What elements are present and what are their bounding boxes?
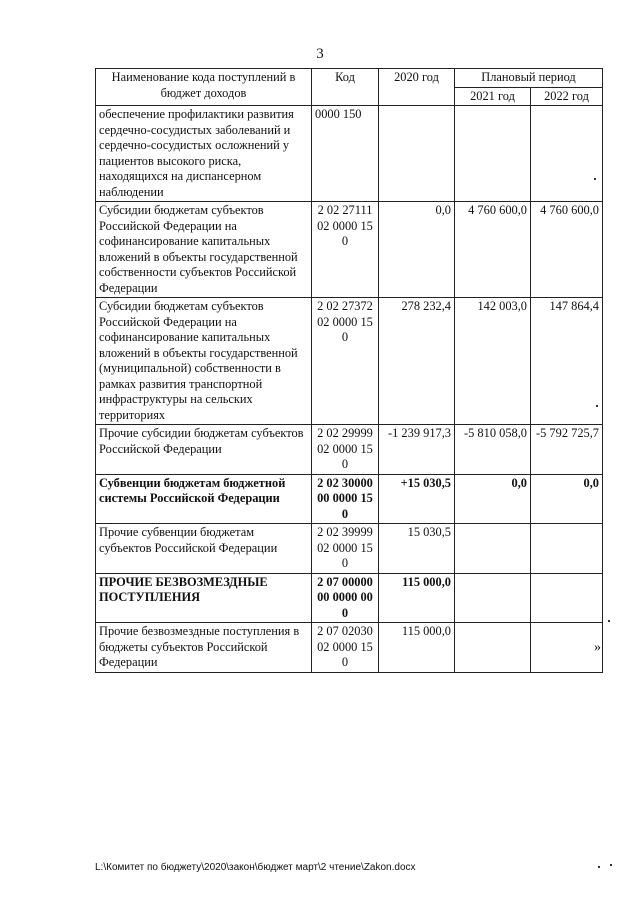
scan-speck bbox=[596, 405, 598, 407]
scan-speck bbox=[608, 620, 610, 622]
table-header bbox=[96, 69, 603, 106]
row-code: 2 02 27372 02 0000 150 bbox=[312, 298, 379, 425]
revenue-table bbox=[95, 68, 603, 673]
row-2022: -5 792 725,7 bbox=[531, 425, 603, 475]
row-2020: +15 030,5 bbox=[379, 474, 455, 524]
row-code: 2 02 39999 02 0000 150 bbox=[312, 524, 379, 574]
row-name: ПРОЧИЕ БЕЗВОЗМЕЗДНЫЕ ПОСТУПЛЕНИЯ bbox=[96, 573, 312, 623]
header-2020: 2020 год bbox=[379, 69, 455, 106]
scan-speck bbox=[594, 178, 596, 180]
header-code: Код bbox=[312, 69, 379, 106]
row-2022 bbox=[531, 524, 603, 574]
row-2021: -5 810 058,0 bbox=[455, 425, 531, 475]
header-2022: 2022 год bbox=[531, 87, 603, 106]
row-2021: 4 760 600,0 bbox=[455, 202, 531, 298]
row-name: обеспечение профилактики развития сердечно-сосудистых заболеваний и сердечно-сосудистых осложнений у пациентов высокого риска, находящихся на диспансерном наблюдении bbox=[96, 106, 312, 202]
table-row bbox=[96, 474, 603, 524]
table-row bbox=[96, 425, 603, 475]
table-row bbox=[96, 298, 603, 425]
row-2021 bbox=[455, 623, 531, 673]
row-2020: 15 030,5 bbox=[379, 524, 455, 574]
row-2021: 142 003,0 bbox=[455, 298, 531, 425]
row-code: 2 02 29999 02 0000 150 bbox=[312, 425, 379, 475]
row-2022: 4 760 600,0 bbox=[531, 202, 603, 298]
row-2022 bbox=[531, 623, 603, 673]
row-name: Прочие безвозмездные поступления в бюджеты субъектов Российской Федерации bbox=[96, 623, 312, 673]
row-2021 bbox=[455, 106, 531, 202]
row-code: 2 02 27111 02 0000 150 bbox=[312, 202, 379, 298]
row-2021: 0,0 bbox=[455, 474, 531, 524]
row-2022: 0,0 bbox=[531, 474, 603, 524]
scan-speck bbox=[610, 864, 612, 866]
row-code: 2 02 30000 00 0000 150 bbox=[312, 474, 379, 524]
row-2020: 0,0 bbox=[379, 202, 455, 298]
table-row bbox=[96, 623, 603, 673]
row-2021 bbox=[455, 573, 531, 623]
header-name: Наименование кода поступлений в бюджет доходов bbox=[96, 69, 312, 106]
row-name: Прочие субвенции бюджетам субъектов Российской Федерации bbox=[96, 524, 312, 574]
row-2020: 278 232,4 bbox=[379, 298, 455, 425]
row-2022: 147 864,4 bbox=[531, 298, 603, 425]
page-number: 3 bbox=[316, 46, 324, 62]
row-2022 bbox=[531, 573, 603, 623]
table-row bbox=[96, 202, 603, 298]
row-2020 bbox=[379, 106, 455, 202]
row-2022 bbox=[531, 106, 603, 202]
row-2021 bbox=[455, 524, 531, 574]
table-row bbox=[96, 524, 603, 574]
row-name: Прочие субсидии бюджетам субъектов Российской Федерации bbox=[96, 425, 312, 475]
row-2020: 115 000,0 bbox=[379, 573, 455, 623]
footer-file-path: L:\Комитет по бюджету\2020\закон\бюджет март\2 чтение\Zakon.docx bbox=[95, 862, 416, 873]
scan-speck bbox=[598, 866, 600, 868]
row-name: Субсидии бюджетам субъектов Российской Федерации на софинансирование капитальных вложений в объекты государственной собственности субъектов Российской Федерации bbox=[96, 202, 312, 298]
table-row bbox=[96, 573, 603, 623]
row-code: 2 07 02030 02 0000 150 bbox=[312, 623, 379, 673]
header-2021: 2021 год bbox=[455, 87, 531, 106]
row-code: 0000 150 bbox=[312, 106, 379, 202]
table-row bbox=[96, 106, 603, 202]
row-2020: -1 239 917,3 bbox=[379, 425, 455, 475]
row-code: 2 07 00000 00 0000 000 bbox=[312, 573, 379, 623]
row-2020: 115 000,0 bbox=[379, 623, 455, 673]
header-planned-period: Плановый период bbox=[455, 69, 603, 88]
row-name: Субвенции бюджетам бюджетной системы Российской Федерации bbox=[96, 474, 312, 524]
closing-quote: » bbox=[594, 640, 601, 655]
row-name: Субсидии бюджетам субъектов Российской Федерации на софинансирование капитальных вложений в объекты государственной (муниципальной) собственности в рамках развития транспортной инфраструктуры на сельских территориях bbox=[96, 298, 312, 425]
